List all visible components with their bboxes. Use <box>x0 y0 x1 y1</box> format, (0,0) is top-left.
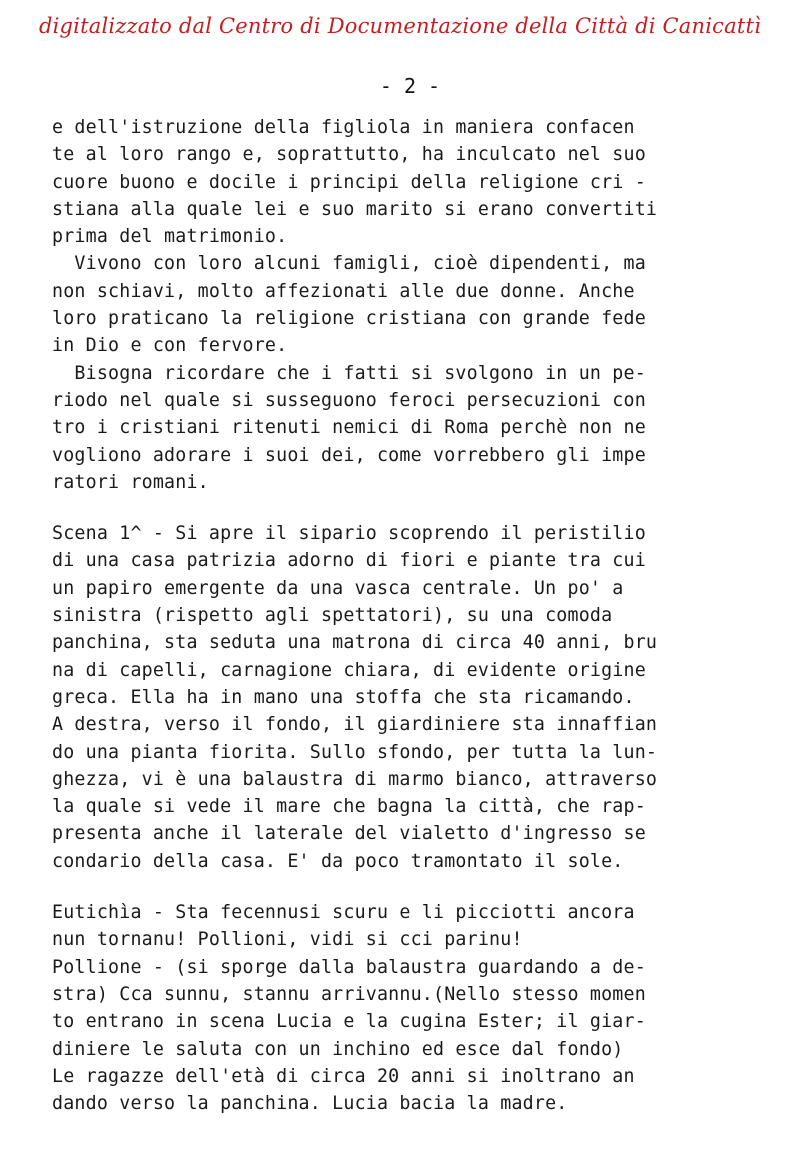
text-line: un papiro emergente da una vasca centrale. Un po' a <box>52 577 624 599</box>
text-line: Vivono con loro alcuni famigli, cioè dipendenti, ma <box>52 253 646 275</box>
page-number: - 2 - <box>379 74 441 98</box>
text-line: stiana alla quale lei e suo marito si erano convertiti <box>52 198 658 220</box>
text-line: vogliono adorare i suoi dei, come vorrebbero gli impe <box>52 444 646 466</box>
text-line: do una pianta fiorita. Sullo sfondo, per tutta la lun- <box>52 741 658 763</box>
text-line: ratori romani. <box>52 471 209 493</box>
paragraph <box>52 114 772 250</box>
paragraph <box>52 360 772 496</box>
text-line: A destra, verso il fondo, il giardiniere sta innaffian <box>52 714 658 736</box>
text-line: ghezza, vi è una balaustra di marmo bianco, attraverso <box>52 768 658 790</box>
text-line: na di capelli, carnagione chiara, di evidente origine <box>52 659 646 681</box>
text-line: greca. Ella ha in mano una stoffa che sta ricamando. <box>52 686 635 708</box>
text-line: Pollione - (si sporge dalla balaustra guardando a de- <box>52 956 646 978</box>
text-line: loro praticano la religione cristiana con grande fede <box>52 308 646 330</box>
document-body <box>52 114 772 1117</box>
paragraph <box>52 899 772 1117</box>
text-line: condario della casa. E' da poco tramontato il sole. <box>52 850 624 872</box>
text-line: in Dio e con fervore. <box>52 335 288 357</box>
text-line: Bisogna ricordare che i fatti si svolgono in un pe- <box>52 362 646 384</box>
text-line: nun tornanu! Pollioni, vidi si cci parinu! <box>52 929 523 951</box>
text-line: stra) Cca sunnu, stannu arrivannu.(Nello stesso momen <box>52 983 646 1005</box>
text-line: Le ragazze dell'età di circa 20 anni si inoltrano an <box>52 1065 635 1087</box>
text-line: dando verso la panchina. Lucia bacia la madre. <box>52 1093 568 1115</box>
text-line: di una casa patrizia adorno di fiori e piante tra cui <box>52 550 646 572</box>
text-line: Scena 1^ - Si apre il sipario scoprendo il peristilio <box>52 523 646 545</box>
text-line: cuore buono e docile i principi della religione cri - <box>52 171 646 193</box>
paragraph <box>52 520 772 875</box>
paragraph <box>52 250 772 359</box>
text-line: to entrano in scena Lucia e la cugina Ester; il giar- <box>52 1011 646 1033</box>
text-line: panchina, sta seduta una matrona di circa 40 anni, bru <box>52 632 658 654</box>
digitization-watermark: digitalizzato dal Centro di Documentazione della Città di Canicattì <box>38 14 762 38</box>
text-line: sinistra (rispetto agli spettatori), su una comoda <box>52 605 613 627</box>
text-line: riodo nel quale si susseguono feroci persecuzioni con <box>52 389 646 411</box>
text-line: la quale si vede il mare che bagna la città, che rap- <box>52 796 646 818</box>
text-line: tro i cristiani ritenuti nemici di Roma perchè non ne <box>52 417 646 439</box>
text-line: te al loro rango e, soprattutto, ha inculcato nel suo <box>52 144 646 166</box>
text-line: non schiavi, molto affezionati alle due donne. Anche <box>52 280 635 302</box>
text-line: presenta anche il laterale del vialetto d'ingresso se <box>52 823 646 845</box>
text-line: e dell'istruzione della figliola in maniera confacen <box>52 117 635 138</box>
text-line: Eutichìa - Sta fecennusi scuru e li picciotti ancora <box>52 902 635 924</box>
text-line: prima del matrimonio. <box>52 226 288 248</box>
text-line: diniere le saluta con un inchino ed esce dal fondo) <box>52 1038 624 1060</box>
